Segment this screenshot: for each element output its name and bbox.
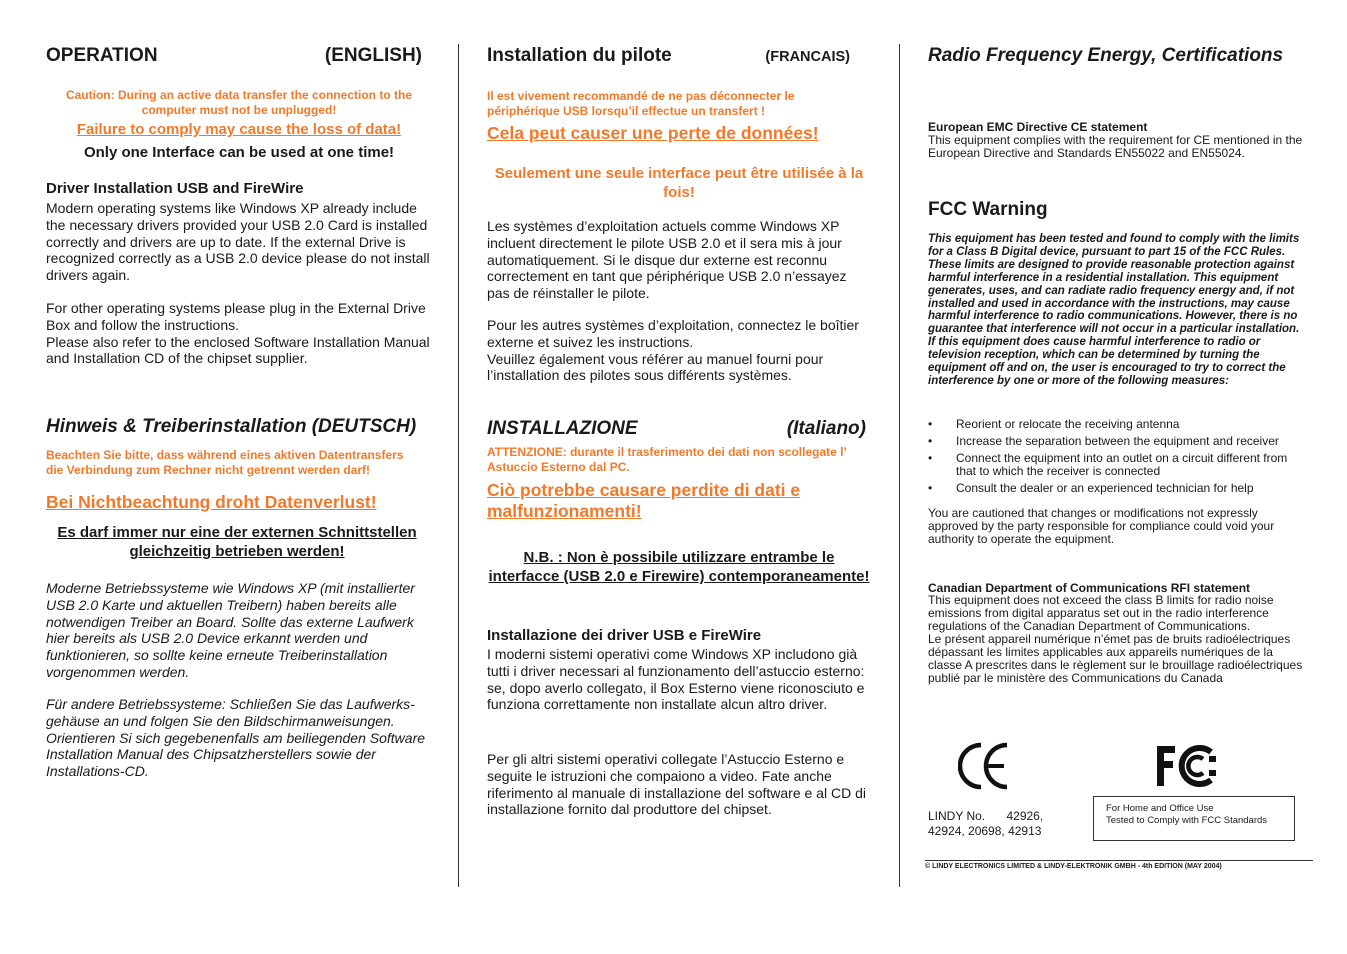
italian-para1: I moderni sistemi operativi come Windows XP includono già tutti i driver necessari al funzionamento dell’astuccio esterno: se, dopo averlo collegato, il Box Esterno viene riconosciuto e funziona correttamente non installate alcun altro driver. <box>487 646 865 713</box>
canada-statement-heading: Canadian Department of Communications RFI statement <box>928 581 1251 595</box>
english-subheading: Driver Installation USB and FireWire <box>46 180 304 197</box>
french-lang: (FRANCAIS) <box>765 49 850 65</box>
italian-lang: (Italiano) <box>786 418 866 439</box>
english-failure-warning: Failure to comply may cause the loss of data! <box>76 121 402 138</box>
italian-heading <box>487 418 866 440</box>
fcc-measures-list <box>928 418 1304 495</box>
french-loss-warning: Cela peut causer une perte de données! <box>487 123 819 143</box>
french-heading <box>487 45 850 67</box>
italian-subheading: Installazione dei driver USB e FireWire <box>487 627 762 644</box>
list-item: • Consult the dealer or an experienced technician for help <box>928 482 1304 495</box>
ce-statement-heading: European EMC Directive CE statement <box>928 120 1148 134</box>
german-para1: Moderne Betriebssysteme wie Windows XP (mit installierter USB 2.0 Karte und aktuellen Treibern) haben bereits alle notwendigen Treiber an Board. Sollte das externe Laufwerk hier bereits als USB 2.0 Device erkannt werden und funktionieren, so sollte keine erneute Treiberinstallation vorgenommen werden. <box>46 580 415 680</box>
french-title: Installation du pilote <box>487 45 672 66</box>
german-loss-warning: Bei Nichtbeachtung droht Datenverlust! <box>46 492 377 512</box>
fcc-warning-text: This equipment has been tested and found to comply with the limits for a Class B Digital device, pursuant to part 15 of the FCC Rules. These limits are designed to provide reasonable protection against harmful interference in a residential installation. This equipment generates, uses, and can radiate radio frequency energy and, if not installed and used in accordance with the instructions, may cause harmful interference to radio communications. However, there is no guarantee that interference will not occur in a particular installation. If this equipment does cause harmful interference to radio or television reception, which can be determined by turning the equipment off and on, the user is encouraged to try to correct the interference by one or more of the following measures: <box>928 233 1300 387</box>
lindy-part-numbers <box>928 809 1078 839</box>
canada-statement-text: This equipment does not exceed the class B limits for radio noise emissions from digital apparatus set out in the radio interference regulations of the Canadian Department of Communications. Le présent appareil numérique n’émet pas de bruits radioélectriques dépassant les limites applicables aux appareils numériques de la classe A prescrites dans le règlement sur le brouillage radioélectriques publié par le ministère des Communications du Canada <box>928 593 1303 685</box>
french-para1: Les systèmes d’exploitation actuels comme Windows XP incluent directement le pilote USB 2.0 et il sera mis à jour automatiquement. Si le disque dur externe est reconnu correctement en tant que périphérique USB 2.0 n’essayez pas de réinstaller le pilote. <box>487 218 847 302</box>
english-heading <box>46 45 422 67</box>
ce-mark-logo <box>958 742 1012 790</box>
english-lang: (ENGLISH) <box>324 45 422 66</box>
lindy-numbers-first: 42926, <box>1006 809 1044 823</box>
ce-statement-text: This equipment complies with the requirement for CE mentioned in the European Directive and Standards EN55022 and EN55024. <box>928 133 1303 160</box>
french-one-interface: Seulement une seule interface peut être utilisée à la fois! <box>494 165 864 201</box>
italian-one-interface: N.B. : Non è possibile utilizzare entrambe le interfacce (USB 2.0 e Firewire) contemporaneamente! <box>488 549 870 585</box>
column-divider <box>899 44 900 887</box>
fcc-box-line2: Tested to Comply with FCC Standards <box>1106 815 1268 826</box>
german-para2: Für andere Betriebssysteme: Schließen Sie das Laufwerks-gehäuse an und folgen Sie den Bildschirmanweisungen. Orientieren Si sich gegebenenfalls am beiliegenden Software Installation Manual des Chipsatzherstellers sowie der Installations-CD. <box>46 696 426 780</box>
french-para2: Pour les autres systèmes d’exploitation, connectez le boîtier externe et suivez les instructions. Veuillez également vous référer au manuel fourni pour l’installation des pilotes sous différents systèmes. <box>487 317 859 384</box>
list-item: • Connect the equipment into an outlet on a circuit different from that to which the receiver is connected <box>928 452 1304 478</box>
english-title: OPERATION <box>46 45 158 66</box>
rf-heading: Radio Frequency Energy, Certifications <box>928 45 1284 66</box>
english-one-interface: Only one Interface can be used at one time! <box>83 144 395 161</box>
german-one-interface: Es darf immer nur eine der externen Schnittstellen gleichzeitig betrieben werden! <box>57 524 417 560</box>
fcc-compliance-box <box>1093 796 1295 841</box>
list-item: • Increase the separation between the equipment and receiver <box>928 435 1304 448</box>
fcc-logo <box>1155 744 1219 788</box>
italian-caution: ATTENZIONE: durante il trasferimento dei dati non scollegate l’ Astuccio Esterno dal PC. <box>487 445 847 474</box>
lindy-label: LINDY No. <box>928 809 986 823</box>
column-divider <box>458 44 459 887</box>
lindy-numbers-rest: 42924, 20698, 42913 <box>928 824 1042 838</box>
fcc-warning-heading: FCC Warning <box>928 199 1048 220</box>
fcc-caution-text: You are cautioned that changes or modifications not expressly approved by the party responsible for compliance could void your authority to operate the equipment. <box>928 506 1275 546</box>
english-para1: Modern operating systems like Windows XP already include the necessary drivers provided your USB 2.0 Card is installed correctly and drivers are up to date. If the external Drive is recognized correctly as a USB 2.0 device please do not install drivers again. <box>46 200 430 284</box>
english-para2: For other operating systems please plug in the External Drive Box and follow the instructions. Please also refer to the enclosed Software Installation Manual and Installation CD of the chipset supplier. <box>46 300 430 367</box>
italian-para2: Per gli altri sistemi operativi collegate l’Astuccio Esterno e seguite le istruzioni che compaiono a video. Fate anche riferimento al manuale di installazione del software e al CD di installazione fornito dal produttore del chipset. <box>487 751 866 818</box>
english-caution: Caution: During an active data transfer the connection to the computer must not be unplugged! <box>65 88 413 117</box>
copyright-footer: © LINDY ELECTRONICS LIMITED & LINDY-ELEKTRONIK GMBH - 4th EDITION (MAY 2004) <box>925 860 1313 870</box>
french-caution: Il est vivement recommandé de ne pas déconnecter le périphérique USB lorsqu’il effectue un transfert ! <box>487 89 795 118</box>
fcc-box-line1: For Home and Office Use <box>1106 803 1214 814</box>
german-caution: Beachten Sie bitte, dass während eines aktiven Datentransfers die Verbindung zum Rechner nicht getrennt werden darf! <box>46 448 404 477</box>
list-item: • Reorient or relocate the receiving antenna <box>928 418 1304 431</box>
italian-loss-warning: Ciò potrebbe causare perdite di dati e malfunzionamenti! <box>487 480 801 521</box>
italian-title: INSTALLAZIONE <box>487 418 638 439</box>
german-heading: Hinweis & Treiberinstallation (DEUTSCH) <box>46 416 417 437</box>
